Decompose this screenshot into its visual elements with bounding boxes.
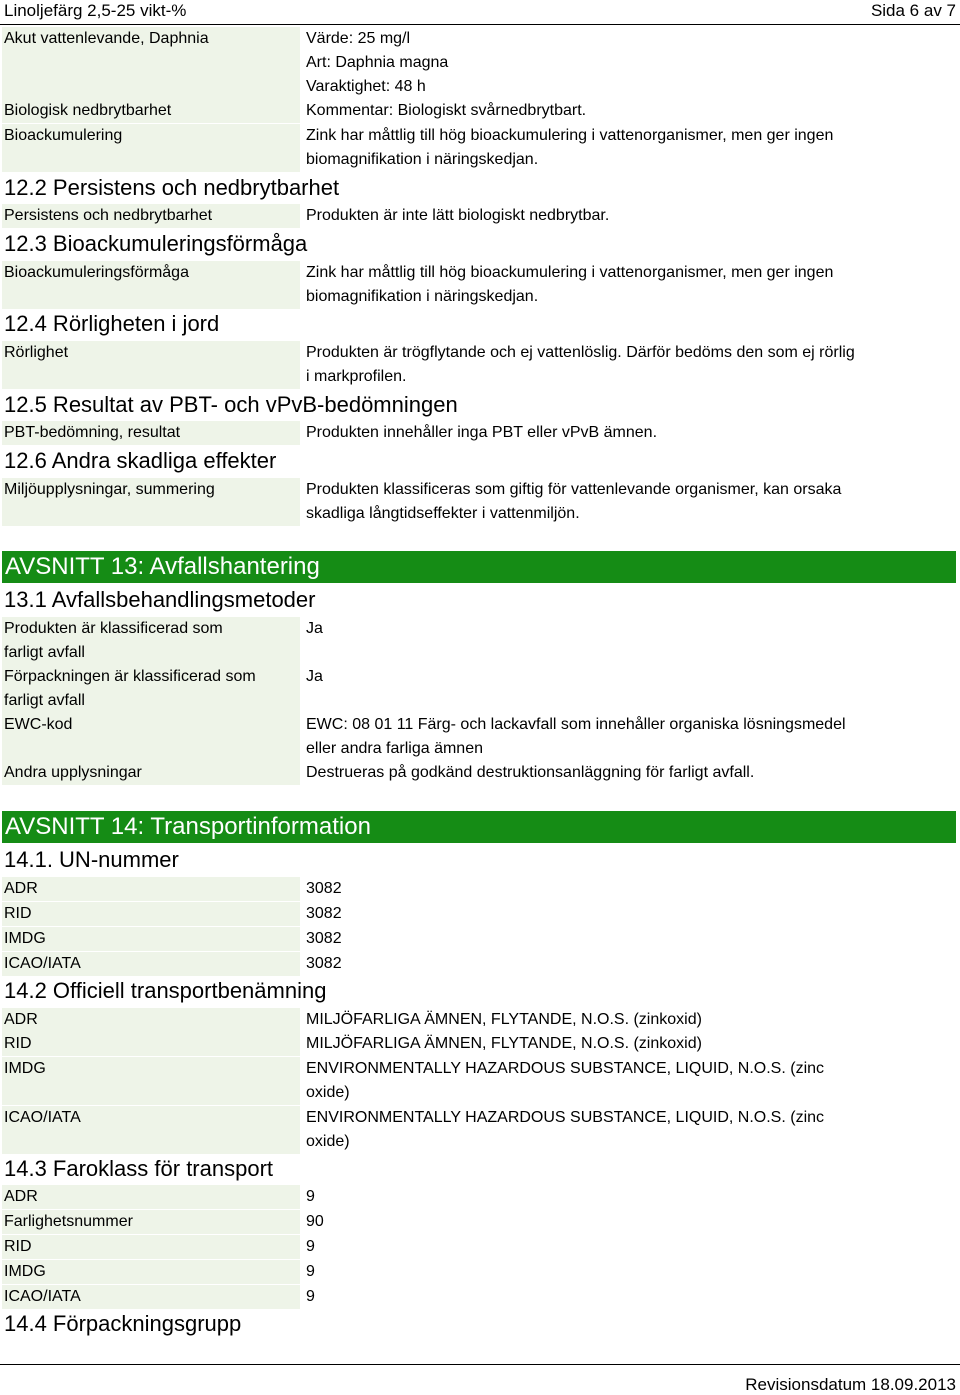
row-label: IMDG — [2, 1057, 300, 1105]
row-un-icao — [2, 952, 958, 976]
row-hazard-imdg — [2, 1260, 958, 1284]
row-value — [306, 1106, 958, 1154]
label-line: farligt avfall — [4, 644, 85, 661]
row-rorlighet — [2, 341, 958, 389]
row-value: 3082 — [306, 880, 342, 897]
row-value — [306, 713, 958, 761]
label-line: Förpackningen är klassificerad som — [4, 668, 256, 685]
value-line: Värde: 25 mg/l — [306, 30, 411, 47]
row-label: Biologisk nedbrytbarhet — [2, 99, 300, 123]
row-hazard-rid — [2, 1235, 958, 1259]
row-value — [306, 99, 958, 123]
row-label: PBT-bedömning, resultat — [2, 421, 300, 445]
value-line: skadliga långtidseffekter i vattenmiljön. — [306, 505, 580, 522]
row-value — [306, 27, 958, 99]
row-value — [306, 761, 958, 785]
row-value: 9 — [306, 1238, 315, 1255]
row-hazard-adr — [2, 1185, 958, 1209]
row-produkt-farligt-avfall — [2, 617, 958, 665]
label-line: EWC-kod — [4, 716, 73, 733]
row-label: Persistens och nedbrytbarhet — [2, 204, 300, 228]
value-line: Produkten innehåller inga PBT eller vPvB ämnen. — [306, 424, 658, 441]
row-label — [2, 617, 300, 665]
row-label: IMDG — [2, 927, 300, 951]
row-value: 3082 — [306, 905, 342, 922]
row-label: ICAO/IATA — [2, 1106, 300, 1154]
row-label — [2, 761, 300, 785]
value-line: MILJÖFARLIGA ÄMNEN, FLYTANDE, N.O.S. (zinkoxid) — [306, 1011, 702, 1028]
value-line: i markprofilen. — [306, 368, 407, 385]
row-value — [306, 261, 958, 309]
section-14-band: AVSNITT 14: Transportinformation — [2, 811, 956, 843]
section-13-band: AVSNITT 13: Avfallshantering — [2, 551, 956, 583]
row-un-imdg — [2, 927, 958, 951]
row-value — [306, 421, 958, 445]
value-line: biomagnifikation i näringskedjan. — [306, 288, 539, 305]
row-name-rid — [2, 1032, 958, 1056]
row-bioackumulering — [2, 124, 958, 172]
row-label: Rörlighet — [2, 341, 300, 389]
row-value — [306, 124, 958, 172]
heading-14-4: 14.4 Förpackningsgrupp — [4, 1311, 242, 1336]
row-label — [2, 713, 300, 761]
row-value — [306, 665, 958, 713]
heading-12-6: 12.6 Andra skadliga effekter — [4, 448, 277, 473]
value-line: oxide) — [306, 1133, 350, 1150]
header-divider — [0, 24, 960, 25]
page-number: Sida 6 av 7 — [870, 1, 956, 20]
row-value: 9 — [306, 1263, 315, 1280]
row-forpackning-farligt-avfall — [2, 665, 958, 713]
value-line: Varaktighet: 48 h — [306, 78, 426, 95]
value-line: Ja — [306, 620, 323, 637]
row-value — [306, 1008, 958, 1032]
heading-13-1: 13.1 Avfallsbehandlingsmetoder — [4, 587, 316, 612]
value-line: ENVIRONMENTALLY HAZARDOUS SUBSTANCE, LIQUID, N.O.S. (zinc — [306, 1109, 825, 1126]
row-biologisk-nedbrytbarhet — [2, 99, 958, 123]
row-pbt — [2, 421, 958, 445]
value-line: Zink har måttlig till hög bioackumulering i vattenorganismer, men ger ingen — [306, 127, 834, 144]
row-un-rid — [2, 902, 958, 926]
row-un-adr — [2, 877, 958, 901]
page-header — [0, 0, 960, 26]
value-line: Kommentar: Biologiskt svårnedbrytbart. — [306, 102, 587, 119]
row-andra-upplysningar — [2, 761, 958, 785]
heading-12-4: 12.4 Rörligheten i jord — [4, 311, 220, 336]
heading-12-2: 12.2 Persistens och nedbrytbarhet — [4, 175, 340, 200]
row-value: 90 — [306, 1213, 324, 1230]
document-title: Linoljefärg 2,5-25 vikt-% — [4, 1, 187, 20]
label-line: farligt avfall — [4, 692, 85, 709]
row-value — [306, 1057, 958, 1105]
row-value: 3082 — [306, 955, 342, 972]
label-line: Andra upplysningar — [4, 764, 142, 781]
value-line: Produkten är inte lätt biologiskt nedbrytbar. — [306, 207, 610, 224]
page-footer — [0, 1364, 960, 1393]
row-value — [306, 341, 958, 389]
row-hazard-farlighetsnummer — [2, 1210, 958, 1234]
row-ewc-kod — [2, 713, 958, 761]
row-label: Miljöupplysningar, summering — [2, 478, 300, 526]
value-line: Produkten klassificeras som giftig för vattenlevande organismer, kan orsaka — [306, 481, 842, 498]
value-line: EWC: 08 01 11 Färg- och lackavfall som innehåller organiska lösningsmedel — [306, 716, 846, 733]
row-label — [2, 665, 300, 713]
value-line: Destrueras på godkänd destruktionsanläggning för farligt avfall. — [306, 764, 755, 781]
row-label: Akut vattenlevande, Daphnia — [2, 27, 300, 99]
row-label: RID — [2, 1235, 300, 1259]
value-line: Produkten är trögflytande och ej vattenlöslig. Därför bedöms den som ej rörlig — [306, 344, 855, 361]
row-label: ADR — [2, 877, 300, 901]
row-persistens — [2, 204, 958, 228]
row-value — [306, 617, 958, 665]
footer-divider — [0, 1364, 960, 1365]
heading-14-3: 14.3 Faroklass för transport — [4, 1156, 274, 1181]
row-value — [306, 1032, 958, 1056]
row-label: RID — [2, 902, 300, 926]
row-label: Bioackumuleringsförmåga — [2, 261, 300, 309]
value-line: biomagnifikation i näringskedjan. — [306, 151, 539, 168]
value-line: eller andra farliga ämnen — [306, 740, 483, 757]
row-label: ADR — [2, 1008, 300, 1032]
row-label: IMDG — [2, 1260, 300, 1284]
row-name-adr — [2, 1008, 958, 1032]
row-label: Bioackumulering — [2, 124, 300, 172]
value-line: Zink har måttlig till hög bioackumulering i vattenorganismer, men ger ingen — [306, 264, 834, 281]
row-value: 3082 — [306, 930, 342, 947]
row-miljoupplysningar — [2, 478, 958, 526]
row-label: RID — [2, 1032, 300, 1056]
value-line: MILJÖFARLIGA ÄMNEN, FLYTANDE, N.O.S. (zinkoxid) — [306, 1035, 702, 1052]
value-line: ENVIRONMENTALLY HAZARDOUS SUBSTANCE, LIQUID, N.O.S. (zinc — [306, 1060, 825, 1077]
row-label: ICAO/IATA — [2, 1285, 300, 1309]
label-line: Produkten är klassificerad som — [4, 620, 223, 637]
row-label: Farlighetsnummer — [2, 1210, 300, 1234]
row-name-imdg — [2, 1057, 958, 1105]
row-label: ADR — [2, 1185, 300, 1209]
row-value — [306, 478, 958, 526]
heading-12-5: 12.5 Resultat av PBT- och vPvB-bedömningen — [4, 392, 458, 417]
heading-14-2: 14.2 Officiell transportbenämning — [4, 978, 327, 1003]
value-line: oxide) — [306, 1084, 350, 1101]
heading-14-1: 14.1. UN-nummer — [4, 847, 179, 872]
row-hazard-icao — [2, 1285, 958, 1309]
row-label: ICAO/IATA — [2, 952, 300, 976]
row-value: 9 — [306, 1188, 315, 1205]
row-value: 9 — [306, 1288, 315, 1305]
heading-12-3: 12.3 Bioackumuleringsförmåga — [4, 231, 308, 256]
row-bioackumuleringsformaga — [2, 261, 958, 309]
row-value — [306, 204, 958, 228]
value-line: Art: Daphnia magna — [306, 54, 449, 71]
revision-date: Revisionsdatum 18.09.2013 — [745, 1375, 956, 1394]
row-akut-daphnia — [2, 27, 958, 99]
row-name-icao — [2, 1106, 958, 1154]
value-line: Ja — [306, 668, 323, 685]
